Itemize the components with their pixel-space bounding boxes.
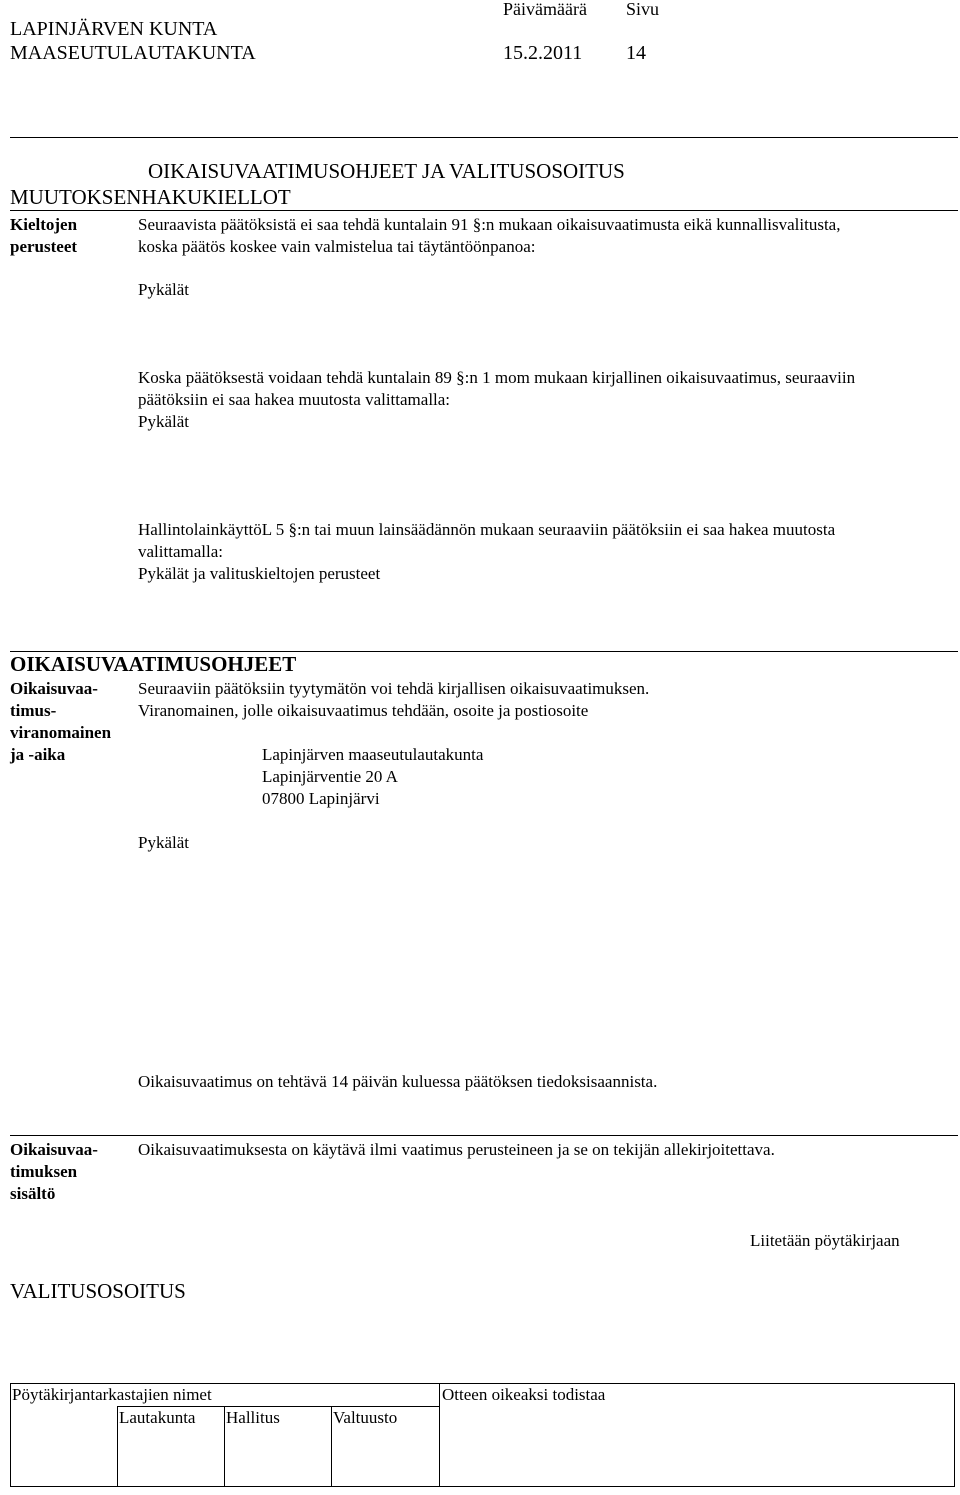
correction-side-label-2: timus- <box>10 701 57 720</box>
correction-line-1: Seuraaviin päätöksiin tyytymätön voi tehdä kirjallisen oikaisuvaatimuksen. <box>138 679 650 698</box>
signature-government-label: Hallitus <box>226 1408 280 1427</box>
restrictions-side-label-1: Kieltojen <box>10 215 78 234</box>
correction-heading: OIKAISUVAATIMUSOHJEET <box>10 652 297 676</box>
authority-name: Lapinjärven maaseutulautakunta <box>262 745 484 764</box>
restrictions-divider <box>10 210 958 211</box>
content-side-label-3: sisältö <box>10 1184 56 1203</box>
restrictions-text-3-line-1: HallintolainkäyttöL 5 §:n tai muun lainsäädännön mukaan seuraaviin päätöksiin ei saa hakea muutosta <box>138 520 836 539</box>
correction-side-label-1: Oikaisuvaa- <box>10 679 98 698</box>
attached-note: Liitetään pöytäkirjaan <box>750 1231 900 1250</box>
correction-line-2: Viranomainen, jolle oikaisuvaatimus tehdään, osoite ja postiosoite <box>138 701 589 720</box>
signature-col-divider-2 <box>224 1406 225 1486</box>
signature-col-divider-1 <box>117 1406 118 1486</box>
signature-board-label: Lautakunta <box>119 1408 196 1427</box>
restrictions-heading: MUUTOKSENHAKUKIELLOT <box>10 185 291 209</box>
correction-deadline: Oikaisuvaatimus on tehtävä 14 päivän kuluessa päätöksen tiedoksisaannista. <box>138 1072 658 1091</box>
board-name: MAASEUTULAUTAKUNTA <box>10 42 256 64</box>
main-title: OIKAISUVAATIMUSOHJEET JA VALITUSOSOITUS <box>148 159 625 183</box>
authority-postal: 07800 Lapinjärvi <box>262 789 380 808</box>
date-label: Päivämäärä <box>503 0 587 19</box>
signature-col-divider-3 <box>331 1406 332 1486</box>
correction-divider <box>10 651 958 652</box>
signature-council-label: Valtuusto <box>333 1408 398 1427</box>
restrictions-text-1-line-2: koska päätös koskee vain valmistelua tai täytäntöönpanoa: <box>138 237 536 256</box>
restrictions-text-1-line-1: Seuraavista päätöksistä ei saa tehdä kuntalain 91 §:n mukaan oikaisuvaatimusta eikä kunnallisvalitusta, <box>138 215 841 234</box>
content-side-label-2: timuksen <box>10 1162 78 1181</box>
content-divider <box>10 1135 958 1136</box>
page-number: 14 <box>626 42 646 64</box>
restrictions-text-2-line-1: Koska päätöksestä voidaan tehdä kuntalain 89 §:n 1 mom mukaan kirjallinen oikaisuvaatimus, seuraaviin <box>138 368 856 387</box>
municipality-name: LAPINJÄRVEN KUNTA <box>10 18 218 40</box>
signature-table-divider <box>439 1383 440 1487</box>
appeal-heading: VALITUSOSOITUS <box>10 1279 186 1303</box>
header-divider <box>10 137 958 138</box>
correction-side-label-3: viranomainen <box>10 723 112 742</box>
content-text: Oikaisuvaatimuksesta on käytävä ilmi vaatimus perusteineen ja se on tekijän allekirjoitettava. <box>138 1140 775 1159</box>
certified-label: Otteen oikeaksi todistaa <box>442 1385 606 1404</box>
restrictions-side-label-2: perusteet <box>10 237 78 256</box>
restrictions-text-2-line-2: päätöksiin ei saa hakea muutosta valittamalla: <box>138 390 451 409</box>
authority-street: Lapinjärventie 20 A <box>262 767 398 786</box>
correction-sections: Pykälät <box>138 833 189 852</box>
page-label: Sivu <box>626 0 660 19</box>
meeting-date: 15.2.2011 <box>503 42 583 64</box>
restrictions-sections-1: Pykälät <box>138 280 189 299</box>
restrictions-sections-3: Pykälät ja valituskieltojen perusteet <box>138 564 381 583</box>
restrictions-text-3-line-2: valittamalla: <box>138 542 223 561</box>
examiners-label: Pöytäkirjantarkastajien nimet <box>12 1385 212 1404</box>
restrictions-sections-2: Pykälät <box>138 412 189 431</box>
correction-side-label-4: ja -aika <box>10 745 66 764</box>
content-side-label-1: Oikaisuvaa- <box>10 1140 98 1159</box>
